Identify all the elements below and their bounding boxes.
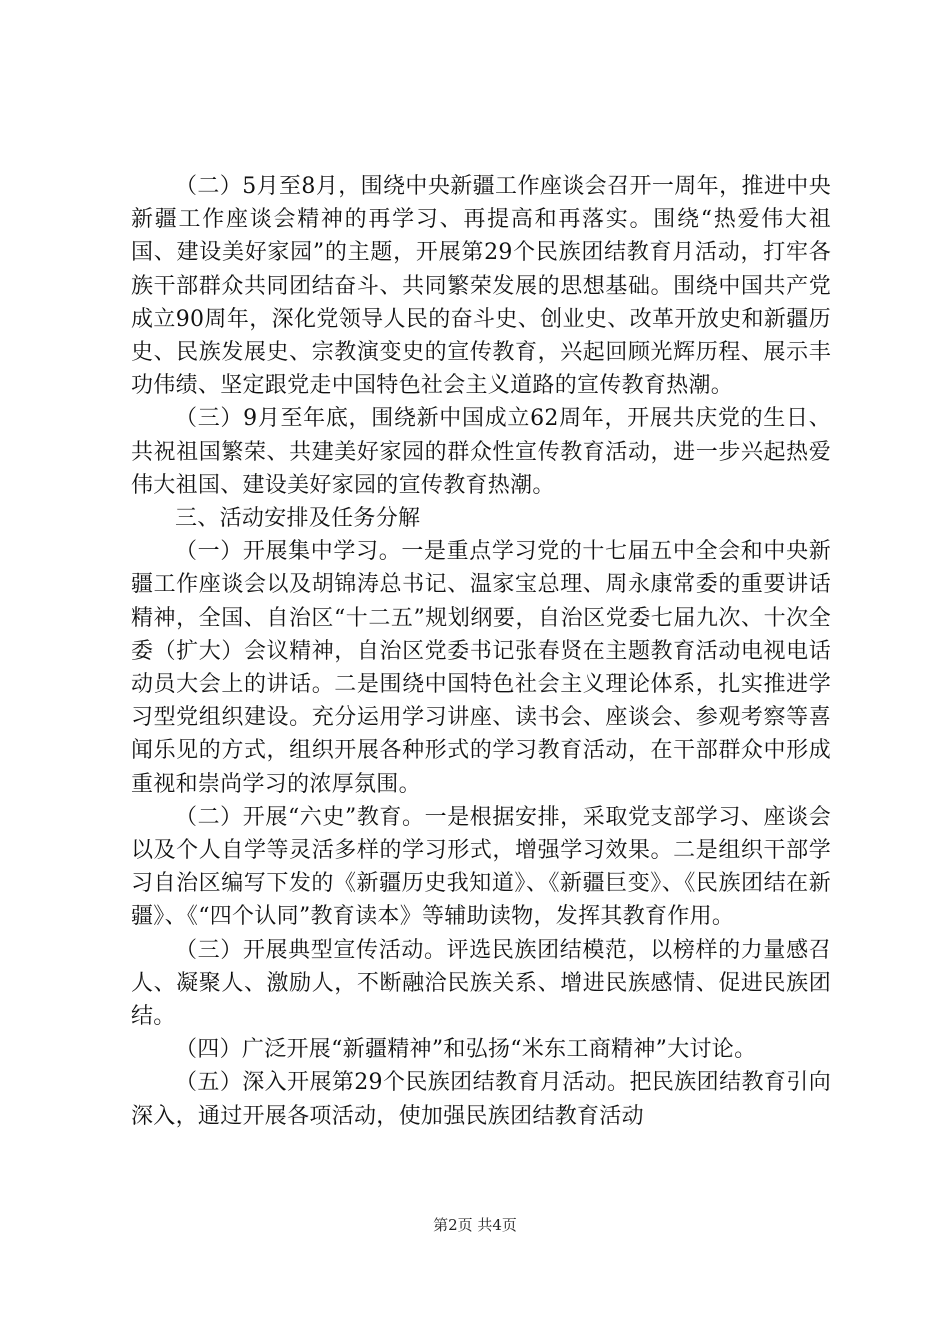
paragraph-task-two: （二）开展“六史”教育。一是根据安排，采取党支部学习、座谈会以及个人自学等灵活多样的学习形式，增强学习效果。二是组织干部学习自治区编写下发的《新疆历史我知道》、《新疆巨变》、《民族团结在新疆》、《“四个认同”教育读本》等辅助读物，发挥其教育作用。 bbox=[131, 804, 831, 930]
paragraph-task-one: （一）开展集中学习。一是重点学习党的十七届五中全会和中央新疆工作座谈会以及胡锦涛总书记、温家宝总理、周永康常委的重要讲话精神，全国、自治区“十二五”规划纲要，自治区党委七届九次、十次全委（扩大）会议精神，自治区党委书记张春贤在主题教育活动电视电话动员大会上的讲话。二是围绕中国特色社会主义理论体系，扎实推进学习型党组织建设。充分运用学习讲座、读书会、座谈会、参观考察等喜闻乐见的方式，组织开展各种形式的学习教育活动，在干部群众中形成重视和崇尚学习的浓厚氛围。 bbox=[131, 539, 831, 797]
paragraph-task-four: （四）广泛开展“新疆精神”和弘扬“米东工商精神”大讨论。 bbox=[175, 1037, 757, 1063]
document-body bbox=[131, 170, 831, 1133]
paragraph-stage-three: （三）9月至年底，围绕新中国成立62周年，开展共庆党的生日、共祝祖国繁荣、共建美好家园的群众性宣传教育活动，进一步兴起热爱伟大祖国、建设美好家园的宣传教育热潮。 bbox=[131, 406, 831, 498]
page-number-footer: 第2页 共4页 bbox=[433, 1216, 517, 1234]
paragraph-stage-two: （二）5月至8月，围绕中央新疆工作座谈会召开一周年，推进中央新疆工作座谈会精神的再学习、再提高和再落实。围绕“热爱伟大祖国、建设美好家园”的主题，开展第29个民族团结教育月活动，打牢各族干部群众共同团结奋斗、共同繁荣发展的思想基础。围绕中国共产党成立90周年，深化党领导人民的奋斗史、创业史、改革开放史和新疆历史、民族发展史、宗教演变史的宣传教育，兴起回顾光辉历程、展示丰功伟绩、坚定跟党走中国特色社会主义道路的宣传教育热潮。 bbox=[131, 174, 831, 399]
paragraph-task-five: （五）深入开展第29个民族团结教育月活动。把民族团结教育引向深入，通过开展各项活动，使加强民族团结教育活动 bbox=[131, 1070, 831, 1129]
section-heading-activity-arrangement: 三、活动安排及任务分解 bbox=[175, 506, 421, 532]
paragraph-task-three: （三）开展典型宣传活动。评选民族团结模范，以榜样的力量感召人、凝聚人、激励人，不断融洽民族关系、增进民族感情、促进民族团结。 bbox=[131, 937, 831, 1030]
